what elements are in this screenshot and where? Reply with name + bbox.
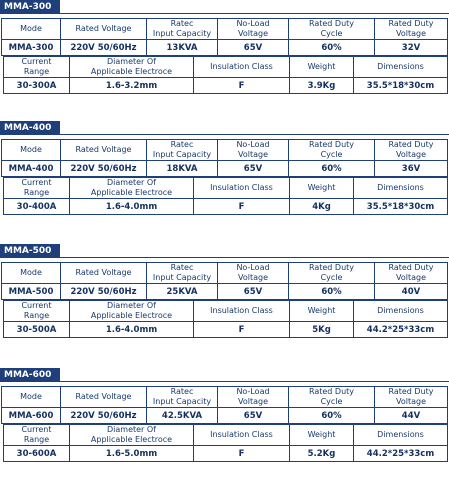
- header-cell: Mode: [2, 263, 61, 284]
- value-cell: 35.5*18*30cm: [354, 78, 448, 94]
- table-row: [2, 408, 448, 424]
- header-cell: Rated Duty Cycle: [289, 263, 375, 284]
- header-cell: Mode: [2, 19, 61, 40]
- header-cell: No-Load Voltage: [218, 140, 289, 161]
- value-cell: F: [194, 446, 290, 462]
- model-tag: MMA-500: [0, 244, 60, 258]
- value-cell: MMA-400: [2, 161, 61, 177]
- value-cell: MMA-500: [2, 284, 61, 300]
- value-cell: 30-600A: [4, 446, 70, 462]
- header-cell: No-Load Voltage: [218, 387, 289, 408]
- header-cell: Insulation Class: [194, 57, 290, 78]
- value-cell: 60%: [289, 40, 375, 56]
- header-cell: Rated Voltage: [61, 387, 147, 408]
- model-tag: MMA-400: [0, 121, 60, 135]
- table-header-row: [4, 425, 448, 446]
- header-cell: Rated Duty Voltage: [375, 19, 448, 40]
- value-cell: 1.6-5.0mm: [70, 446, 194, 462]
- spec-table-physical: [3, 424, 448, 462]
- section-divider: [0, 13, 449, 14]
- section-divider: [0, 257, 449, 258]
- value-cell: MMA-300: [2, 40, 61, 56]
- value-cell: 32V: [375, 40, 448, 56]
- header-cell: Dimensions: [354, 425, 448, 446]
- spec-table-electrical: [1, 18, 448, 56]
- section-divider: [0, 381, 449, 382]
- value-cell: 3.9Kg: [290, 78, 354, 94]
- header-cell: Diameter Of Applicable Electroce: [70, 301, 194, 322]
- value-cell: F: [194, 322, 290, 338]
- table-row: [4, 78, 448, 94]
- value-cell: 1.6-4.0mm: [70, 199, 194, 215]
- header-cell: Diameter Of Applicable Electroce: [70, 57, 194, 78]
- header-cell: Mode: [2, 387, 61, 408]
- header-cell: Dimensions: [354, 178, 448, 199]
- model-tag: MMA-600: [0, 368, 60, 382]
- value-cell: 60%: [289, 161, 375, 177]
- value-cell: 42.5KVA: [147, 408, 218, 424]
- value-cell: 30-400A: [4, 199, 70, 215]
- spec-table-physical: [3, 300, 448, 338]
- header-cell: No-Load Voltage: [218, 19, 289, 40]
- value-cell: 220V 50/60Hz: [61, 408, 147, 424]
- header-cell: No-Load Voltage: [218, 263, 289, 284]
- header-cell: Insulation Class: [194, 178, 290, 199]
- header-cell: Mode: [2, 140, 61, 161]
- header-cell: Current Range: [4, 425, 70, 446]
- value-cell: 44V: [375, 408, 448, 424]
- value-cell: 35.5*18*30cm: [354, 199, 448, 215]
- table-row: [2, 284, 448, 300]
- value-cell: 220V 50/60Hz: [61, 161, 147, 177]
- value-cell: 220V 50/60Hz: [61, 40, 147, 56]
- value-cell: 36V: [375, 161, 448, 177]
- header-cell: Rated Voltage: [61, 140, 147, 161]
- table-header-row: [2, 19, 448, 40]
- header-cell: Current Range: [4, 301, 70, 322]
- value-cell: 4Kg: [290, 199, 354, 215]
- value-cell: 5Kg: [290, 322, 354, 338]
- header-cell: Weight: [290, 301, 354, 322]
- spec-table-physical: [3, 56, 448, 94]
- spec-table-electrical: [1, 386, 448, 424]
- header-cell: Dimensions: [354, 57, 448, 78]
- header-cell: Rated Duty Cycle: [289, 387, 375, 408]
- value-cell: 65V: [218, 40, 289, 56]
- value-cell: MMA-600: [2, 408, 61, 424]
- table-row: [4, 322, 448, 338]
- value-cell: 65V: [218, 284, 289, 300]
- header-cell: Rated Duty Cycle: [289, 140, 375, 161]
- table-row: [4, 446, 448, 462]
- header-cell: Insulation Class: [194, 425, 290, 446]
- header-cell: Weight: [290, 425, 354, 446]
- value-cell: F: [194, 199, 290, 215]
- value-cell: 5.2Kg: [290, 446, 354, 462]
- header-cell: Ratec Input Capacity: [147, 140, 218, 161]
- table-header-row: [2, 387, 448, 408]
- header-cell: Ratec Input Capacity: [147, 263, 218, 284]
- value-cell: 44.2*25*33cm: [354, 446, 448, 462]
- header-cell: Weight: [290, 57, 354, 78]
- model-tag: MMA-300: [0, 0, 60, 14]
- value-cell: 65V: [218, 161, 289, 177]
- value-cell: 30-300A: [4, 78, 70, 94]
- spec-table-physical: [3, 177, 448, 215]
- header-cell: Diameter Of Applicable Electroce: [70, 178, 194, 199]
- section-divider: [0, 134, 449, 135]
- value-cell: 25KVA: [147, 284, 218, 300]
- header-cell: Dimensions: [354, 301, 448, 322]
- table-row: [2, 161, 448, 177]
- value-cell: 30-500A: [4, 322, 70, 338]
- header-cell: Ratec Input Capacity: [147, 387, 218, 408]
- table-header-row: [4, 301, 448, 322]
- table-header-row: [4, 178, 448, 199]
- header-cell: Insulation Class: [194, 301, 290, 322]
- value-cell: 13KVA: [147, 40, 218, 56]
- value-cell: 40V: [375, 284, 448, 300]
- table-row: [2, 40, 448, 56]
- header-cell: Ratec Input Capacity: [147, 19, 218, 40]
- value-cell: F: [194, 78, 290, 94]
- header-cell: Rated Duty Cycle: [289, 19, 375, 40]
- header-cell: Rated Duty Voltage: [375, 263, 448, 284]
- value-cell: 44.2*25*33cm: [354, 322, 448, 338]
- table-header-row: [2, 140, 448, 161]
- spec-table-electrical: [1, 262, 448, 300]
- value-cell: 220V 50/60Hz: [61, 284, 147, 300]
- header-cell: Diameter Of Applicable Electroce: [70, 425, 194, 446]
- value-cell: 1.6-3.2mm: [70, 78, 194, 94]
- value-cell: 60%: [289, 408, 375, 424]
- spec-table-electrical: [1, 139, 448, 177]
- header-cell: Rated Duty Voltage: [375, 140, 448, 161]
- header-cell: Rated Duty Voltage: [375, 387, 448, 408]
- value-cell: 18KVA: [147, 161, 218, 177]
- header-cell: Rated Voltage: [61, 263, 147, 284]
- header-cell: Current Range: [4, 57, 70, 78]
- value-cell: 60%: [289, 284, 375, 300]
- table-row: [4, 199, 448, 215]
- header-cell: Current Range: [4, 178, 70, 199]
- header-cell: Weight: [290, 178, 354, 199]
- header-cell: Rated Voltage: [61, 19, 147, 40]
- table-header-row: [2, 263, 448, 284]
- table-header-row: [4, 57, 448, 78]
- value-cell: 65V: [218, 408, 289, 424]
- value-cell: 1.6-4.0mm: [70, 322, 194, 338]
